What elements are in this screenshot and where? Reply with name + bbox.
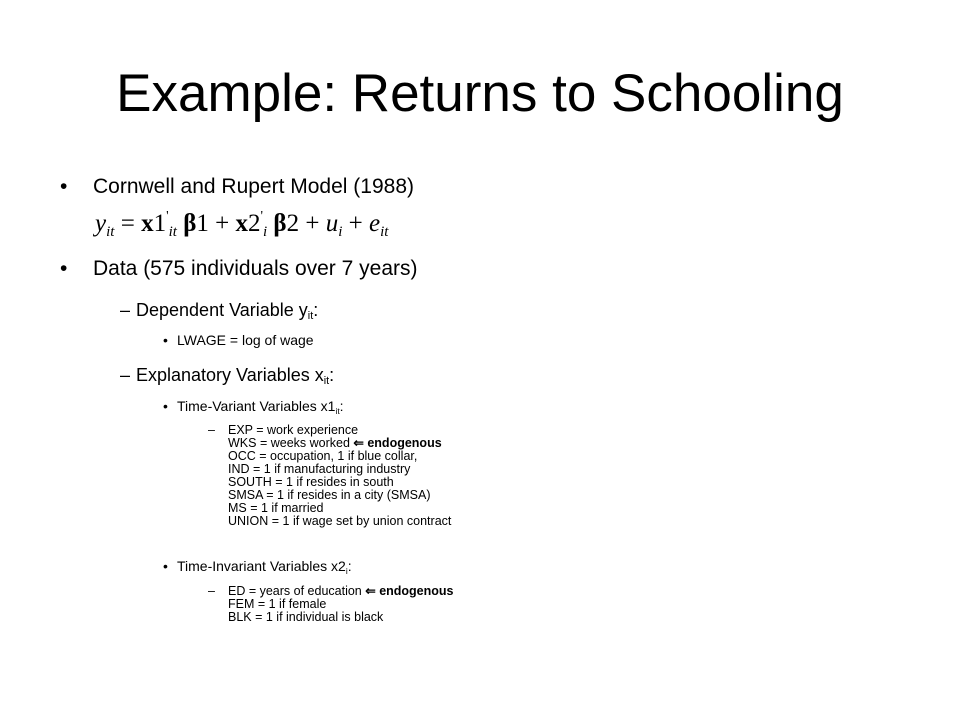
bullet-icon: • <box>163 398 168 414</box>
bullet-icon: • <box>60 175 68 198</box>
slide-title: Example: Returns to Schooling <box>116 64 844 123</box>
explanatory-label: Explanatory Variables x <box>136 365 324 385</box>
time-invariant-sub: i <box>345 566 348 576</box>
explanatory-sub: it <box>323 375 330 387</box>
bullet-model-text: Cornwell and Rupert Model (1988) <box>93 175 414 198</box>
dependent-label: Dependent Variable y <box>136 300 308 320</box>
dependent-sub: it <box>307 310 314 322</box>
dependent-item-text: LWAGE = log of wage <box>177 332 314 348</box>
endogenous-note: endogenous <box>363 436 442 450</box>
list-item-text: WKS = weeks worked <box>228 436 354 450</box>
arrow-left-icon: ⇐ <box>365 584 376 598</box>
endogenous-note: endogenous <box>375 584 454 598</box>
list-item: EXP = work experience <box>228 423 359 437</box>
list-item: BLK = 1 if individual is black <box>228 610 384 624</box>
list-item: SMSA = 1 if resides in a city (SMSA) <box>228 488 431 502</box>
list-item: MS = 1 if married <box>228 501 324 515</box>
dash-icon: – <box>120 300 131 320</box>
dash-icon: – <box>208 423 215 437</box>
dependent-suffix: : <box>313 300 319 320</box>
bullet-icon: • <box>163 558 168 574</box>
list-item: SOUTH = 1 if resides in south <box>228 475 394 489</box>
time-variant-sub: it <box>335 406 340 416</box>
model-equation: $y_{it} = x1'_{it}$ $\beta 1 + x2'_i$ $\beta 2 + u_i + e_{it}$ <box>95 209 389 240</box>
list-item: OCC = occupation, 1 if blue collar, <box>228 449 418 463</box>
list-item: IND = 1 if manufacturing industry <box>228 462 411 476</box>
time-variant-label: Time-Variant Variables x1 <box>177 398 336 414</box>
time-invariant-suffix: : <box>347 558 352 574</box>
dash-icon: – <box>208 584 215 598</box>
time-variant-suffix: : <box>339 398 344 414</box>
arrow-left-icon: ⇐ <box>353 436 364 450</box>
explanatory-suffix: : <box>329 365 335 385</box>
bullet-icon: • <box>60 257 68 280</box>
time-invariant-label: Time-Invariant Variables x2 <box>177 558 346 574</box>
bullet-data-text: Data (575 individuals over 7 years) <box>93 257 418 280</box>
dash-icon: – <box>120 365 131 385</box>
list-item-text: ED = years of education <box>228 584 366 598</box>
list-item: UNION = 1 if wage set by union contract <box>228 514 452 528</box>
list-item: FEM = 1 if female <box>228 597 327 611</box>
bullet-icon: • <box>163 332 168 348</box>
